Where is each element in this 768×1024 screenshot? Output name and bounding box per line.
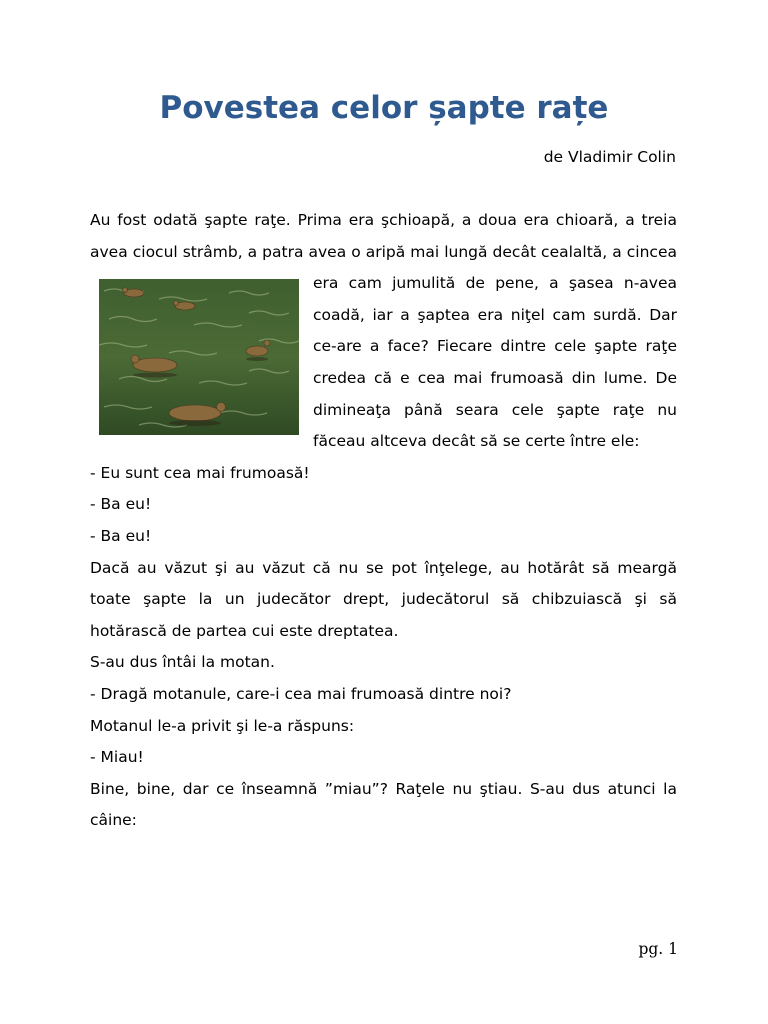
page-number: pg. 1 [638, 940, 678, 958]
intro-text-part-1: Au fost odată şapte raţe. Prima era şchioapă, a doua era chioară, a treia avea ciocul strâmb, a patra avea o aripă mai lungă decât [90, 211, 677, 261]
author-line: de Vladimir Colin [543, 148, 676, 166]
story-paragraph: S-au dus întâi la motan. [90, 653, 275, 672]
dialogue-line: - Eu sunt cea mai frumoasă! [90, 463, 310, 482]
story-body [90, 205, 677, 837]
story-paragraph: Bine, bine, dar ce înseamnă ”miau”? Raţele nu ştiau. S-au dus atunci la câine: [90, 779, 677, 830]
dialogue-line: - Miau! [90, 748, 144, 767]
intro-text-part-2: cealaltă, a cincea era cam jumulită de pene, a şasea n-avea coadă, iar a şaptea era niţel cam surdă. Dar ce-are a face? Fiecare dintre cele şapte raţe credea că e cea mai frumoasă din lume. De dimineaţa până seara cele şapte raţe nu făceau altceva decât să se certe între ele: [313, 242, 677, 451]
dialogue-line: - Dragă motanule, care-i cea mai frumoasă dintre noi? [90, 684, 512, 703]
page-title: Povestea celor șapte rațe [159, 90, 609, 126]
ducks-on-pond-photo [99, 279, 299, 435]
story-paragraph: Motanul le-a privit şi le-a răspuns: [90, 716, 355, 735]
dialogue-line: - Ba eu! [90, 526, 152, 545]
story-paragraph: Dacă au văzut şi au văzut că nu se pot înţelege, au hotărât să meargă toate şapte la un judecător drept, judecătorul să chibzuiască şi să hotărască de partea cui este dreptatea. [90, 558, 677, 640]
dialogue-line: - Ba eu! [90, 495, 152, 514]
story-paragraph-intro [90, 205, 677, 458]
